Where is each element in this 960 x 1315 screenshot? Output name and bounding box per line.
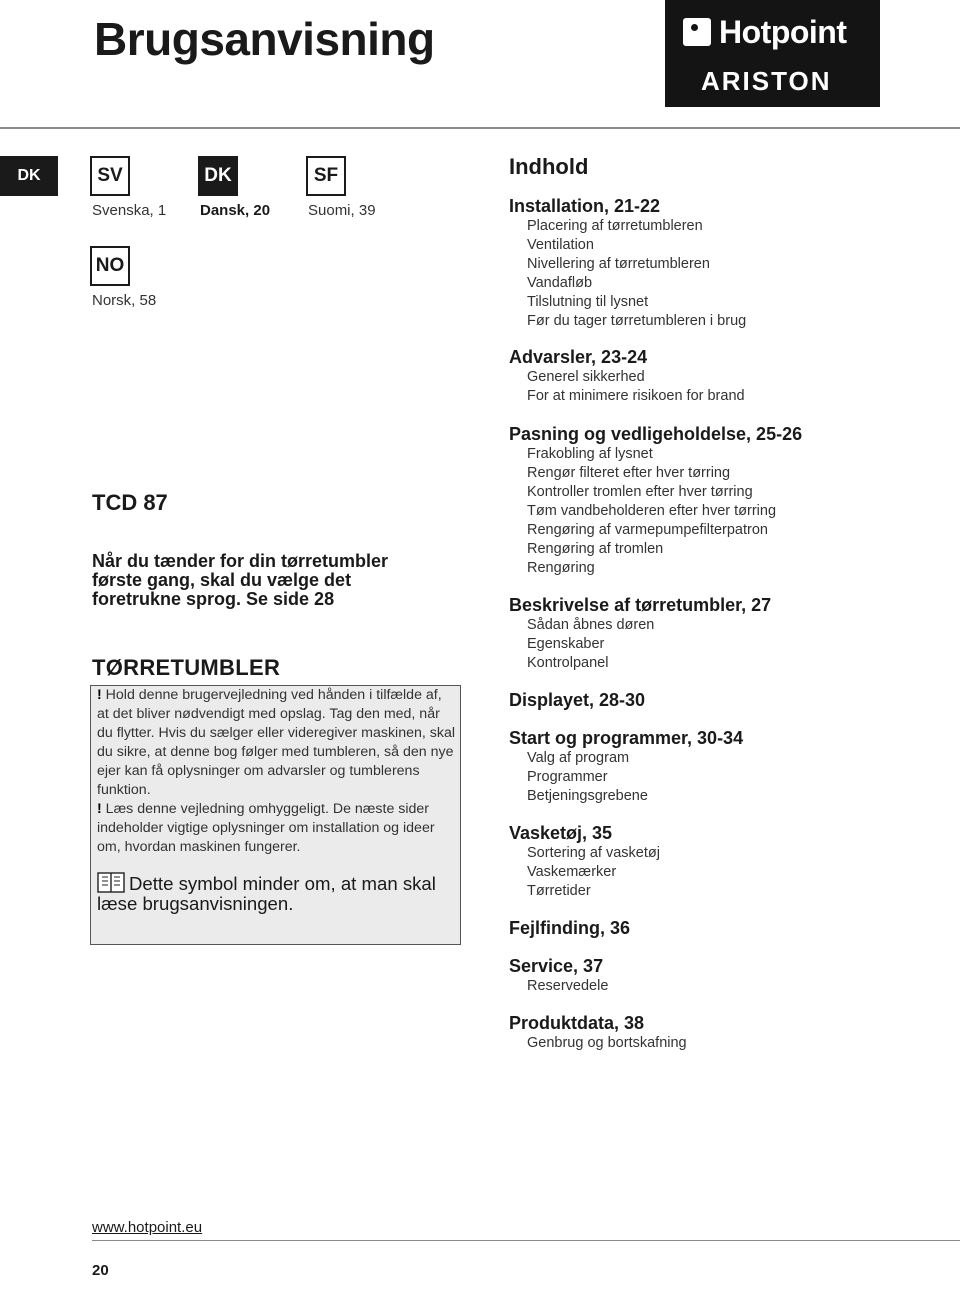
language-caption-no: Norsk, 58 [92,292,157,309]
toc-item[interactable]: Vandafløb [527,275,593,291]
symbol-note [97,871,456,914]
brand-sub: ARISTON [701,66,832,96]
toc-section-start [509,728,949,806]
toc-section-displayet [509,690,949,711]
toc-heading[interactable]: Beskrivelse af tørretumbler, 27 [509,595,772,615]
model-name: TCD 87 [92,490,168,515]
toc-heading[interactable]: Installation, 21-22 [509,196,661,216]
toc-item[interactable]: Programmer [527,769,608,785]
toc-item[interactable]: Rengøring af varmepumpefilterpatron [527,522,768,538]
page-number: 20 [92,1262,109,1279]
toc-item[interactable]: Egenskaber [527,636,605,652]
toc-item[interactable]: Rengøring [527,560,595,576]
toc-section-vasketoj [509,823,949,901]
toc-heading[interactable]: Pasning og vedligeholdelse, 25-26 [509,424,803,444]
toc-heading[interactable]: Service, 37 [509,956,604,976]
toc-item[interactable]: Rengøring af tromlen [527,541,664,557]
brand-name: Hotpoint [719,14,847,50]
manual-book-icon [97,871,125,893]
toc-item[interactable]: Tilslutning til lysnet [527,294,649,310]
page-title: Brugsanvisning [94,13,435,65]
language-box-no[interactable]: NO [90,246,130,286]
toc-heading[interactable]: Start og programmer, 30-34 [509,728,744,748]
toc-item[interactable]: Sådan åbnes døren [527,617,655,633]
toc-item[interactable]: Kontrolpanel [527,655,609,671]
toc-item[interactable]: Tørretider [527,883,591,899]
exclamation-mark: ! [97,801,102,817]
toc-section-produktdata [509,1013,949,1053]
toc-item[interactable]: Valg af program [527,750,630,766]
exclamation-mark: ! [97,687,102,703]
toc-heading[interactable]: Produktdata, 38 [509,1013,645,1033]
toc-heading[interactable]: Vasketøj, 35 [509,823,613,843]
toc-item[interactable]: Betjeningsgrebene [527,788,648,804]
top-divider [0,127,960,129]
info-text-1: Hold denne brugervejledning ved hånden i tilfælde af, at det bliver nødvendigt med opslag. Tag den med, når du flytter. Hvis du sælger eller videregiver maskinen, skal du sikre, at denne bog følger med tumbleren, så den nye ejer kan få oplysninger om advarsler og tumblerens funktion. [97,687,455,798]
toc-heading[interactable]: Advarsler, 23-24 [509,347,648,367]
bottom-divider [92,1240,960,1241]
toc-item[interactable]: Frakobling af lysnet [527,446,653,462]
toc-title: Indhold [509,154,589,179]
info-paragraph-2 [97,800,456,857]
language-caption-sv: Svenska, 1 [92,202,167,219]
toc-section-service [509,956,949,996]
website-link[interactable]: www.hotpoint.eu [92,1219,203,1236]
product-heading: TØRRETUMBLER [92,655,281,680]
toc-section-beskrivelse [509,595,949,673]
toc-section-advarsler [509,347,949,406]
language-box-sv[interactable]: SV [90,156,130,196]
toc-item[interactable]: Reservedele [527,978,609,994]
language-box-dk[interactable]: DK [198,156,238,196]
toc-item[interactable]: Sortering af vasketøj [527,845,660,861]
toc-item[interactable]: Vaskemærker [527,864,617,880]
toc-section-fejlfinding [509,918,949,939]
toc-section-installation [509,196,949,331]
info-paragraph-1 [97,686,456,800]
toc-item[interactable]: Rengør filteret efter hver tørring [527,465,731,481]
toc-item[interactable]: Før du tager tørretumbleren i brug [527,313,747,329]
toc-item[interactable]: For at minimere risikoen for brand [527,388,745,404]
symbol-text: Dette symbol minder om, at man skal læse brugsanvisningen. [97,873,436,914]
toc-item[interactable]: Generel sikkerhed [527,369,645,385]
toc-item[interactable]: Tøm vandbeholderen efter hver tørring [527,503,777,519]
toc-item[interactable]: Kontroller tromlen efter hver tørring [527,484,753,500]
language-caption-dk: Dansk, 20 [200,202,271,219]
side-language-tab: DK [0,156,58,196]
toc-item[interactable]: Nivellering af tørretumbleren [527,256,710,272]
toc-heading[interactable]: Displayet, 28-30 [509,690,646,710]
toc-section-pasning [509,424,949,578]
info-text-2: Læs denne vejledning omhyggeligt. De næste sider indeholder vigtige oplysninger om installation og ideer om, hvordan maskinen fungerer. [97,801,435,855]
hotpoint-logo-icon [683,18,711,46]
language-box-sf[interactable]: SF [306,156,346,196]
language-caption-sf: Suomi, 39 [308,202,376,219]
toc-item[interactable]: Ventilation [527,237,594,253]
toc-item[interactable]: Genbrug og bortskafning [527,1035,687,1051]
toc-item[interactable]: Placering af tørretumbleren [527,218,703,234]
toc-heading[interactable]: Fejlfinding, 36 [509,918,631,938]
brand-logo [665,0,880,107]
first-use-notice: Når du tænder for din tørretumbler første gang, skal du vælge det foretrukne sprog. Se side 28 [92,551,389,609]
info-box [90,685,461,945]
